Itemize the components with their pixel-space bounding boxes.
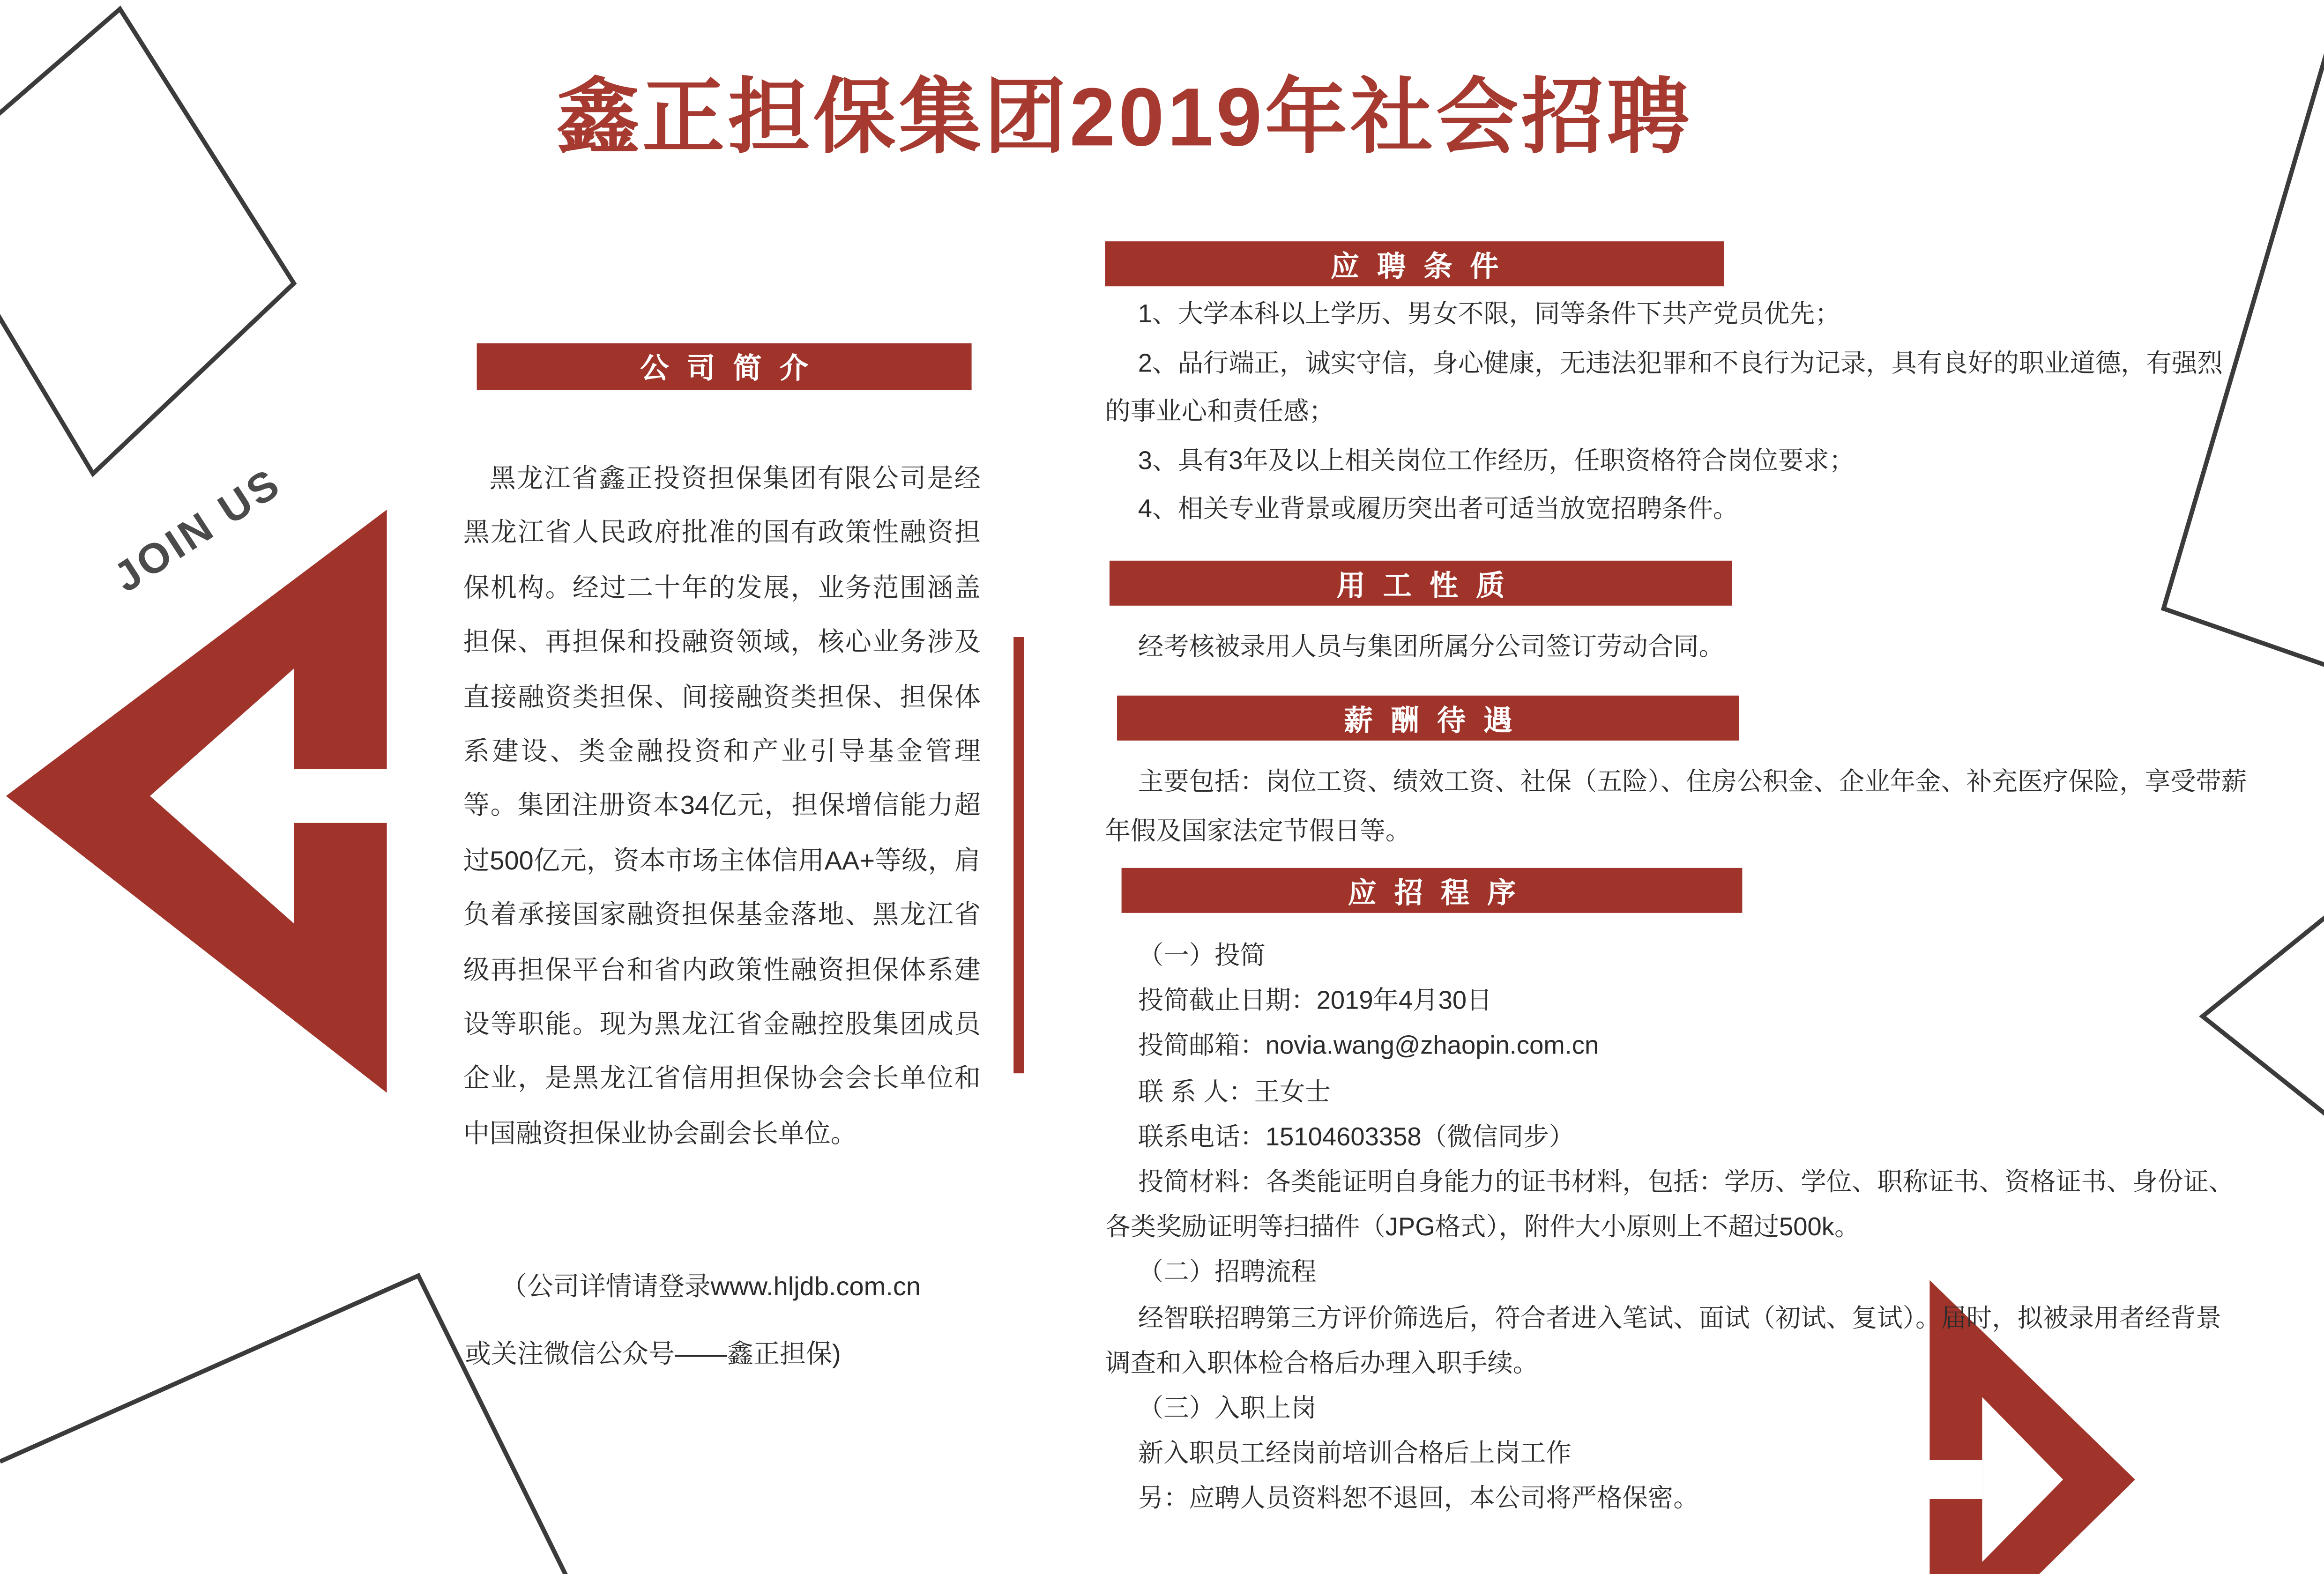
procedure-line: 投简截止日期：2019年4月30日 — [1138, 987, 1492, 1016]
company-note — [465, 1253, 987, 1388]
page-title: 鑫正担保集团2019年社会招聘 — [557, 70, 1692, 163]
top-left-frame-decoration — [0, 9, 294, 474]
procedure-line: （一）投简 — [1138, 941, 1266, 970]
requirements-list — [1105, 291, 2242, 535]
procedure-line: 联系电话：15104603358（微信同步） — [1138, 1122, 1574, 1151]
procedure-header: 应招程序 — [1122, 868, 1743, 913]
requirement-item: 3、具有3年及以上相关岗位工作经历，任职资格符合岗位要求； — [1138, 446, 1855, 475]
salary-text: 主要包括：岗位工资、绩效工资、社保（五险）、住房公积金、企业年金、补充医疗保险，享受带薪年假及国家法定节假日等。 — [1105, 767, 2247, 845]
section-divider — [1013, 637, 1024, 1073]
arrow-cutout-tail — [294, 769, 420, 823]
left-arrow-graphic — [0, 504, 420, 1097]
company-note-line: （公司详情请登录www.hljdb.com.cn — [500, 1271, 921, 1301]
join-us-label: JOIN US — [105, 459, 290, 601]
company-intro-text: 黑龙江省鑫正投资担保集团有限公司是经黑龙江省人民政府批准的国有政策性融资担保机构。经过二十年的发展，业务范围涵盖担保、再担保和投融资领域，核心业务涉及直接融资类担保、间接融资类担保、担保体系建设、类金融投资和产业引导基金管理等。集团注册资本34亿元，担保增信能力超过500亿元，资本市场主体信用AA+等级，肩负着承接国家融资担保基金落地、黑龙江省级再担保平台和省内政策性融资担保体系建设等职能。现为黑龙江省金融控股集团成员企业，是黑龙江省信用担保协会会长单位和中国融资担保业协会副会长单位。 — [463, 463, 981, 1148]
procedure-line: 新入职员工经岗前培训合格后上岗工作 — [1138, 1439, 1572, 1468]
salary-header: 薪酬待遇 — [1117, 696, 1739, 741]
employment-header: 用工性质 — [1110, 561, 1732, 606]
procedure-line: （二）招聘流程 — [1138, 1258, 1317, 1287]
requirement-item: 2、品行端正，诚实守信，身心健康，无违法犯罪和不良行为记录，具有良好的职业道德，有强烈的事业心和责任感； — [1105, 349, 2223, 426]
procedure-line: 投简邮箱：novia.wang@zhaopin.com.cn — [1138, 1032, 1599, 1061]
company-intro-header: 公司简介 — [477, 343, 972, 390]
procedure-list — [1105, 934, 2242, 1522]
employment-text: 经考核被录用人员与集团所属分公司签订劳动合同。 — [1138, 632, 1724, 661]
procedure-line: 经智联招聘第三方评价筛选后，符合者进入笔试、面试（初试、复试）。届时，拟被录用者经背景调查和入职体检合格后办理入职手续。 — [1105, 1303, 2221, 1378]
requirement-item: 4、相关专业背景或履历突出者可适当放宽招聘条件。 — [1138, 495, 1739, 523]
procedure-line: 联 系 人：王女士 — [1138, 1077, 1331, 1106]
company-note-line: 或关注微信公众号——鑫正担保) — [465, 1338, 841, 1369]
procedure-line: （三）入职上岗 — [1138, 1394, 1317, 1423]
procedure-line: 投简材料：各类能证明自身能力的证书材料，包括：学历、学位、职称证书、资格证书、身份证、各类奖励证明等扫描件（JPG格式），附件大小原则上不超过500k。 — [1105, 1167, 2234, 1242]
requirement-item: 1、大学本科以上学历、男女不限，同等条件下共产党员优先； — [1138, 300, 1840, 328]
requirements-header: 应聘条件 — [1105, 241, 1724, 286]
procedure-line: 另：应聘人员资料恕不退回，本公司将严格保密。 — [1138, 1485, 1699, 1514]
